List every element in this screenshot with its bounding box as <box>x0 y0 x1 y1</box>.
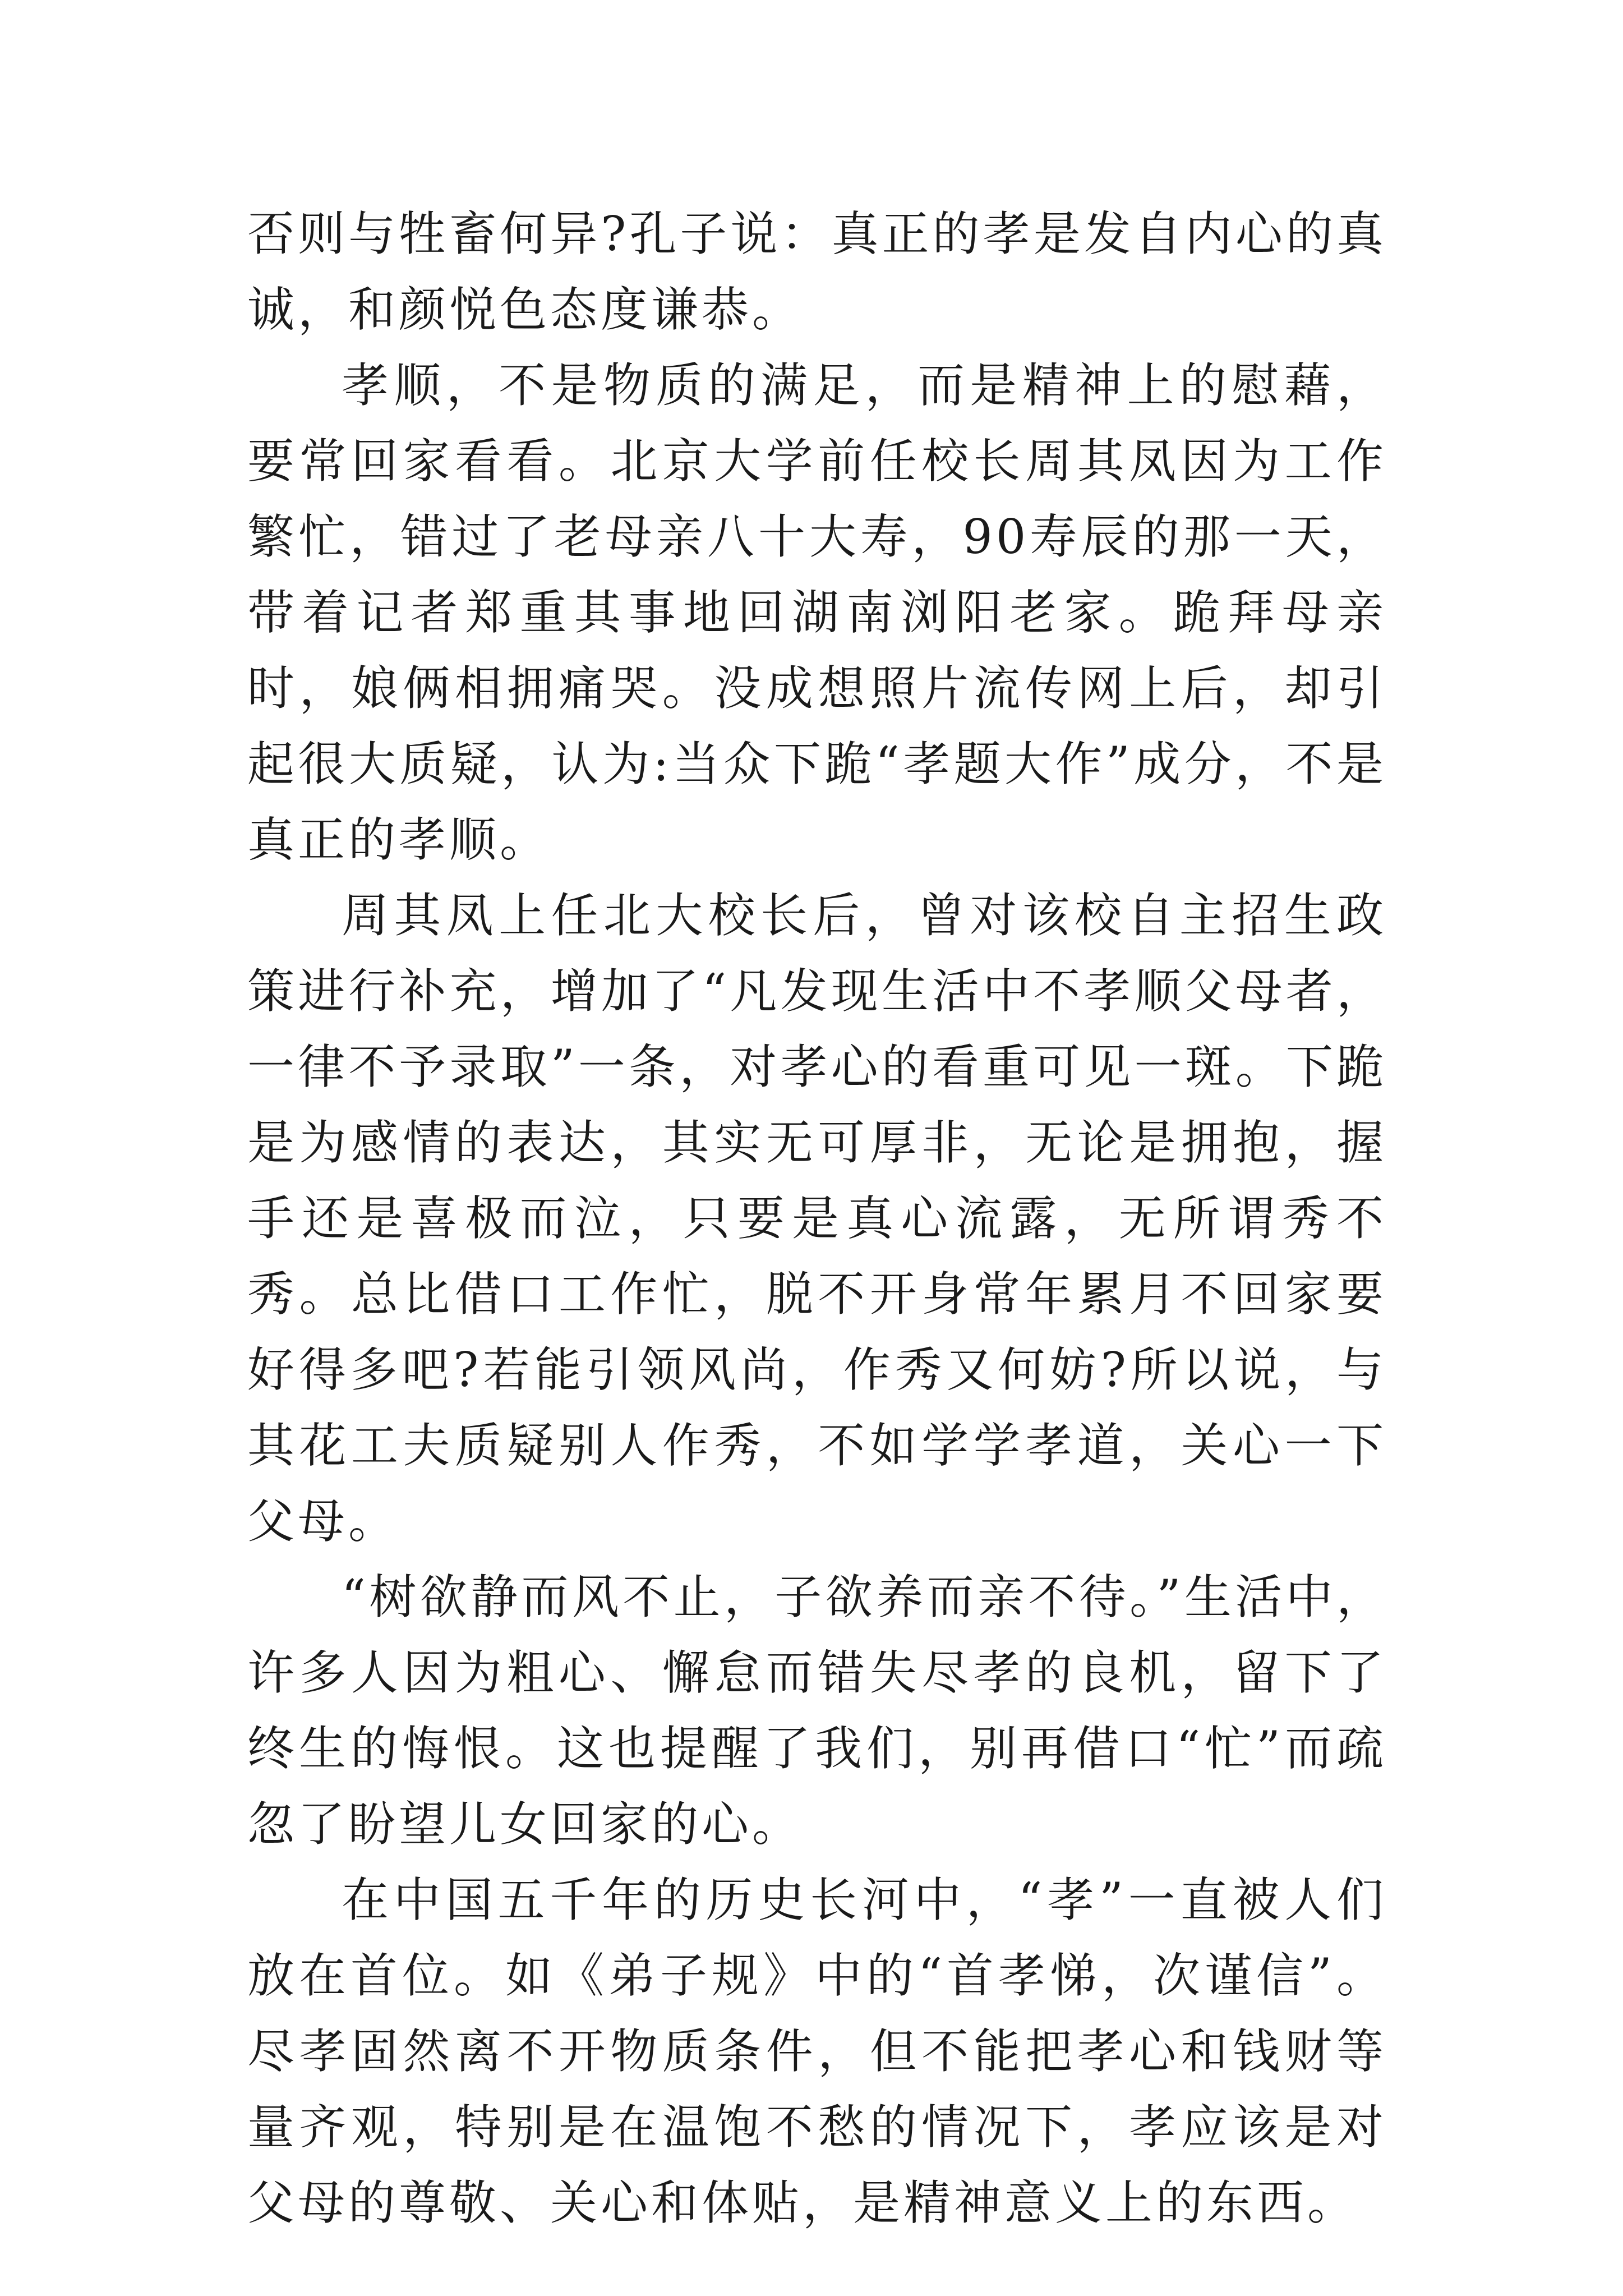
body-text <box>247 196 1387 2241</box>
paragraph-3: 周其凤上任北大校长后，曾对该校自主招生政策进行补充，增加了“凡发现生活中不孝顺父母者，一律不予录取”一条，对孝心的看重可见一斑。下跪是为感情的表达，其实无可厚非，无论是拥抱，握手还是喜极而泣，只要是真心流露，无所谓秀不秀。总比借口工作忙，脱不开身常年累月不回家要好得多吧?若能引领风尚，作秀又何妨?所以说，与其花工夫质疑别人作秀，不如学学孝道，关心一下父母。 <box>247 888 1387 1549</box>
paragraph-2: 孝顺，不是物质的满足，而是精神上的慰藉，要常回家看看。北京大学前任校长周其凤因为工作繁忙，错过了老母亲八十大寿，90寿辰的那一天，带着记者郑重其事地回湖南浏阳老家。跪拜母亲时，娘俩相拥痛哭。没成想照片流传网上后，却引起很大质疑，认为:当众下跪“孝题大作”成分，不是真正的孝顺。 <box>247 358 1387 867</box>
paragraph-5: 在中国五千年的历史长河中，“孝”一直被人们放在首位。如《弟子规》中的“首孝悌，次谨信”。尽孝固然离不开物质条件，但不能把孝心和钱财等量齐观，特别是在温饱不愁的情况下，孝应该是对父母的尊敬、关心和体贴，是精神意义上的东西。 <box>247 1872 1387 2230</box>
paragraph-1: 否则与牲畜何异?孔子说：真正的孝是发自内心的真诚，和颜悦色态度谦恭。 <box>247 206 1387 337</box>
paragraph-4: “树欲静而风不止，子欲养而亲不待。”生活中，许多人因为粗心、懈怠而错失尽孝的良机，留下了终生的悔恨。这也提醒了我们，别再借口“忙”而疏忽了盼望儿女回家的心。 <box>247 1570 1387 1852</box>
